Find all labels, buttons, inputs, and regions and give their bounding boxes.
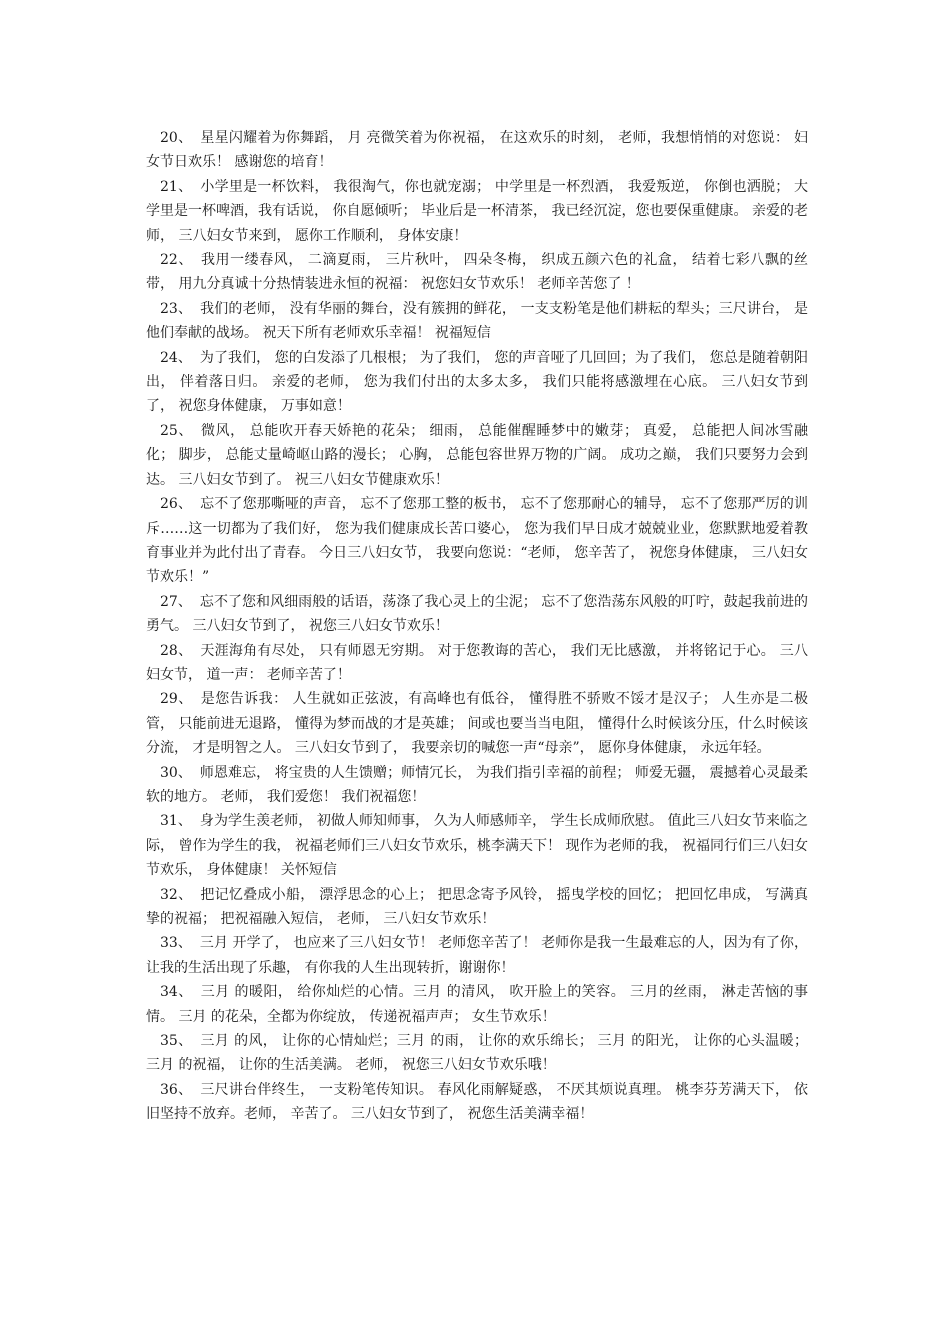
list-item <box>146 761 808 810</box>
item-text: 三月 开学了， 也应来了三八妇女节！ 老师您辛苦了！ 老师你是我一生最难忘的人，因为有了你， 让我的生活出现了乐趣， 有你我的人生出现转折，谢谢你！ <box>146 935 808 976</box>
item-text: 忘不了您那嘶哑的声音， 忘不了您那工整的板书， 忘不了您那耐心的辅导， 忘不了您那严厉的训斥……这一切都为了我们好， 您为我们健康成长苦口婆心， 您为我们早日成才兢兢业业，您默默地爱着教育事业并为此付出了青春。 今日三八妇女节， 我要向您说：“老师， 您辛苦了， 祝您身体健康， 三八妇女节欢乐！” <box>146 496 808 586</box>
item-text: 三月 的暖阳， 给你灿烂的心情。三月 的清风， 吹开脸上的笑容。 三月的丝雨， 淋走苦恼的事情。 三月 的花朵，全都为你绽放， 传递祝福声声； 女生节欢乐！ <box>146 984 808 1025</box>
list-item <box>146 248 808 297</box>
item-text: 师恩难忘， 将宝贵的人生馈赠；师情冗长， 为我们指引幸福的前程； 师爱无疆， 震撼着心灵最柔软的地方。 老师， 我们爱您！ 我们祝福您！ <box>146 764 808 805</box>
document-body <box>146 126 808 1127</box>
list-item <box>146 883 808 932</box>
item-number: 29、 <box>160 691 193 708</box>
item-text: 我用一缕春风， 二滴夏雨， 三片秋叶， 四朵冬梅， 织成五颜六色的礼盒， 结着七彩八飘的丝带， 用九分真诚十分热情装进永恒的祝福： 祝您妇女节欢乐！ 老师辛苦您了 ！ <box>146 252 808 293</box>
item-number: 30、 <box>160 764 192 781</box>
item-number: 22、 <box>160 252 193 269</box>
item-text: 小学里是一杯饮料， 我很淘气，你也就宠溺； 中学里是一杯烈酒， 我爱叛逆， 你倒也洒脱； 大学里是一杯啤酒，我有话说， 你自愿倾听； 毕业后是一杯清茶， 我已经沉淀，您也要保重健康。 亲爱的老师， 三八妇女节来到， 愿你工作顺利， 身体安康！ <box>146 178 808 244</box>
item-text: 微风， 总能吹开春天娇艳的花朵； 细雨， 总能催醒睡梦中的嫩芽； 真爱， 总能把人间冰雪融化； 脚步， 总能丈量崎岖山路的漫长； 心胸， 总能包容世界万物的广阔。 成功之巅， 我们只要努力会到达。 三八妇女节到了。 祝三八妇女节健康欢乐！ <box>146 422 808 488</box>
item-number: 34、 <box>160 984 193 1001</box>
list-item <box>146 126 808 175</box>
list-item <box>146 346 808 419</box>
list-item <box>146 1078 808 1127</box>
list-item <box>146 175 808 248</box>
list-item <box>146 297 808 346</box>
item-text: 星星闪耀着为你舞蹈， 月 亮微笑着为你祝福， 在这欢乐的时刻， 老师，我想悄悄的对您说： 妇女节日欢乐！ 感谢您的培育！ <box>146 130 808 171</box>
item-number: 31、 <box>160 813 192 830</box>
item-number: 21、 <box>160 178 193 195</box>
list-item <box>146 687 808 760</box>
item-number: 27、 <box>160 593 192 610</box>
item-text: 三尺讲台伴终生， 一支粉笔传知识。 春风化雨解疑惑， 不厌其烦说真理。 桃李芬芳满天下， 依旧坚持不放弃。老师， 辛苦了。 三八妇女节到了， 祝您生活美满幸福！ <box>146 1081 808 1123</box>
item-number: 24、 <box>160 349 192 366</box>
item-number: 28、 <box>160 642 193 659</box>
item-text: 我们的老师， 没有华丽的舞台，没有簇拥的鲜花， 一支支粉笔是他们耕耘的犁头；三尺讲台， 是他们奉献的战场。 祝天下所有老师欢乐幸福！ 祝福短信 <box>146 300 808 342</box>
list-item <box>146 492 808 590</box>
item-text: 是您告诉我： 人生就如正弦波，有高峰也有低谷， 懂得胜不骄败不馁才是汉子； 人生亦是二极管， 只能前进无退路， 懂得为梦而战的才是英雄； 间或也要当当电阻， 懂得什么时候该分压，什么时候该分流， 才是明智之人。 三八妇女节到了， 我要亲切的喊您一声“母亲”， 愿你身体健康， 永远年轻。 <box>146 691 808 757</box>
list-item <box>146 809 808 882</box>
item-text: 为了我们， 您的白发添了几根根； 为了我们， 您的声音哑了几回回；为了我们， 您总是随着朝阳出， 伴着落日归。 亲爱的老师， 您为我们付出的太多太多， 我们只能将感激埋在心底。 三八妇女节到了， 祝您身体健康， 万事如意！ <box>146 349 808 415</box>
item-number: 26、 <box>160 496 193 513</box>
list-item <box>146 639 808 688</box>
item-number: 36、 <box>160 1081 193 1098</box>
item-text: 三月 的风， 让你的心情灿烂；三月 的雨， 让你的欢乐绵长； 三月 的阳光， 让你的心头温暖； 三月 的祝福， 让你的生活美满。 老师， 祝您三八妇女节欢乐哦！ <box>146 1033 808 1074</box>
list-item <box>146 419 808 492</box>
item-number: 35、 <box>160 1033 193 1050</box>
item-number: 33、 <box>160 935 192 952</box>
item-number: 20、 <box>160 130 193 146</box>
item-number: 25、 <box>160 422 193 439</box>
item-number: 32、 <box>160 886 193 903</box>
list-item <box>146 1029 808 1078</box>
item-text: 天涯海角有尽处， 只有师恩无穷期。 对于您教诲的苦心， 我们无比感激， 并将铭记于心。 三八妇女节， 道一声： 老师辛苦了！ <box>146 642 808 683</box>
list-item <box>146 931 808 980</box>
item-text: 身为学生羡老师， 初做人师知师事， 久为人师感师辛， 学生长成师欣慰。 值此三八妇女节来临之际， 曾作为学生的我， 祝福老师们三八妇女节欢乐，桃李满天下！ 现作为老师的我， 祝福同行们三八妇女节欢乐， 身体健康！ 关怀短信 <box>146 813 808 879</box>
item-number: 23、 <box>160 300 193 317</box>
item-text: 忘不了您和风细雨般的话语，荡涤了我心灵上的尘泥； 忘不了您浩荡东风般的叮咛，鼓起我前进的勇气。 三八妇女节到了， 祝您三八妇女节欢乐！ <box>146 593 808 635</box>
list-item <box>146 590 808 639</box>
item-text: 把记忆叠成小船， 漂浮思念的心上； 把思念寄予风铃， 摇曳学校的回忆； 把回忆串成， 写满真挚的祝福； 把祝福融入短信， 老师， 三八妇女节欢乐！ <box>146 886 808 927</box>
list-item <box>146 980 808 1029</box>
